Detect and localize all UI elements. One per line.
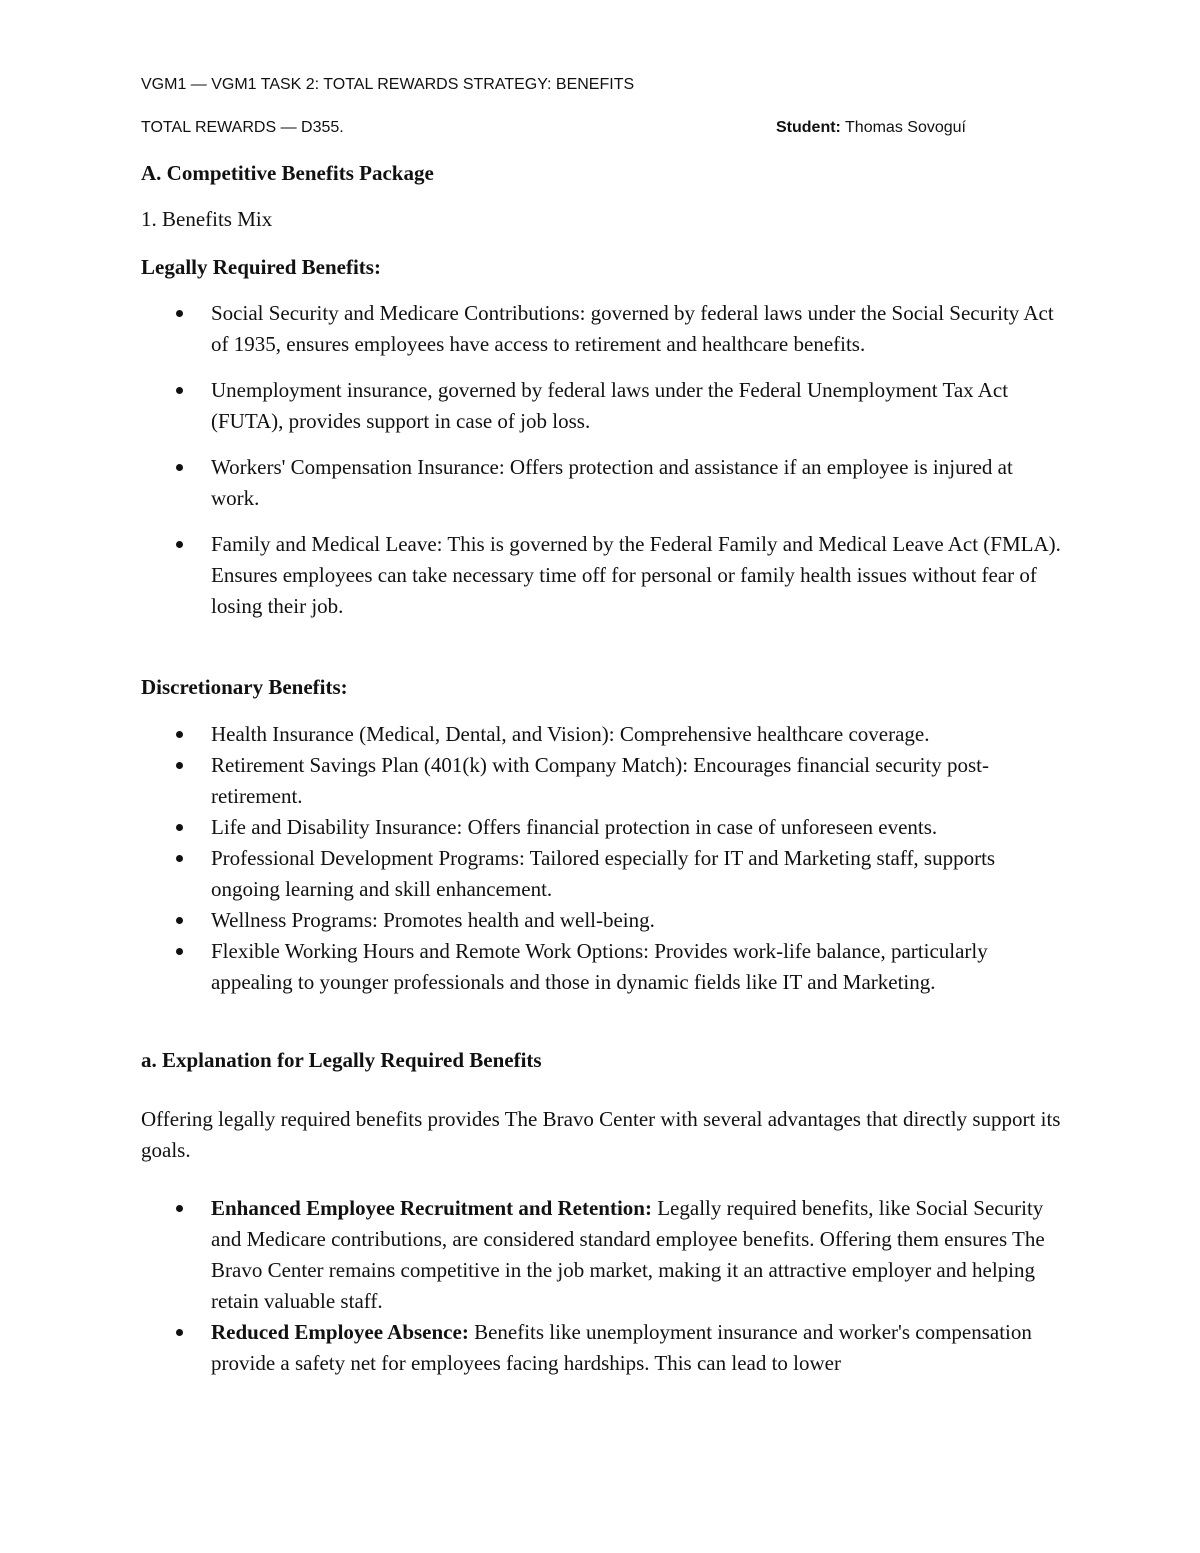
discretionary-list: [141, 719, 1061, 998]
explanation-heading: a. Explanation for Legally Required Benefits: [141, 1048, 542, 1072]
section-title: A. Competitive Benefits Package: [141, 161, 434, 185]
list-item: [141, 1193, 1061, 1317]
legally-required-list: [141, 298, 1061, 637]
section-subtitle: 1. Benefits Mix: [141, 207, 273, 231]
student-line: [776, 119, 966, 137]
list-item: Flexible Working Hours and Remote Work Options: Provides work-life balance, particularly appealing to younger professionals and those in dynamic fields like IT and Marketing.: [141, 936, 1061, 998]
item-lead: Reduced Employee Absence:: [211, 1320, 469, 1344]
list-item: Social Security and Medicare Contributions: governed by federal laws under the Social Security Act of 1935, ensures employees have access to retirement and healthcare benefits.: [141, 298, 1061, 360]
list-item: Wellness Programs: Promotes health and well-being.: [141, 905, 1061, 936]
discretionary-heading: Discretionary Benefits:: [141, 675, 348, 699]
list-item: Health Insurance (Medical, Dental, and Vision): Comprehensive healthcare coverage.: [141, 719, 1061, 750]
list-item: Life and Disability Insurance: Offers financial protection in case of unforeseen events.: [141, 812, 1061, 843]
list-item: Retirement Savings Plan (401(k) with Company Match): Encourages financial security post-retirement.: [141, 750, 1061, 812]
explanation-list: [141, 1193, 1061, 1379]
student-name: Thomas Sovoguí: [845, 119, 966, 136]
course-code: TOTAL REWARDS — D355.: [141, 119, 344, 136]
item-text: Benefits like unemployment insurance and worker's compensation provide a safety net for employees facing hardships. This can lead to lower: [211, 1320, 1032, 1375]
list-item: Workers' Compensation Insurance: Offers protection and assistance if an employee is injured at work.: [141, 452, 1061, 514]
course-title-line: VGM1 — VGM1 TASK 2: TOTAL REWARDS STRATEGY: BENEFITS: [141, 76, 635, 93]
item-lead: Enhanced Employee Recruitment and Retention:: [211, 1196, 652, 1220]
list-item: Unemployment insurance, governed by federal laws under the Federal Unemployment Tax Act (FUTA), provides support in case of job loss.: [141, 375, 1061, 437]
explanation-intro: Offering legally required benefits provides The Bravo Center with several advantages that directly support its goals.: [141, 1107, 1061, 1162]
list-item: Family and Medical Leave: This is governed by the Federal Family and Medical Leave Act (FMLA). Ensures employees can take necessary time off for personal or family health issues without fear of losing their job.: [141, 529, 1061, 622]
list-item: Professional Development Programs: Tailored especially for IT and Marketing staff, supports ongoing learning and skill enhancement.: [141, 843, 1061, 905]
legally-required-heading: Legally Required Benefits:: [141, 255, 381, 279]
item-text: Legally required benefits, like Social Security and Medicare contributions, are considered standard employee benefits. Offering them ensures The Bravo Center remains competitive in the job market, making it an attractive employer and helping retain valuable staff.: [211, 1196, 1045, 1313]
list-item: [141, 1317, 1061, 1379]
student-label: Student:: [776, 119, 841, 136]
